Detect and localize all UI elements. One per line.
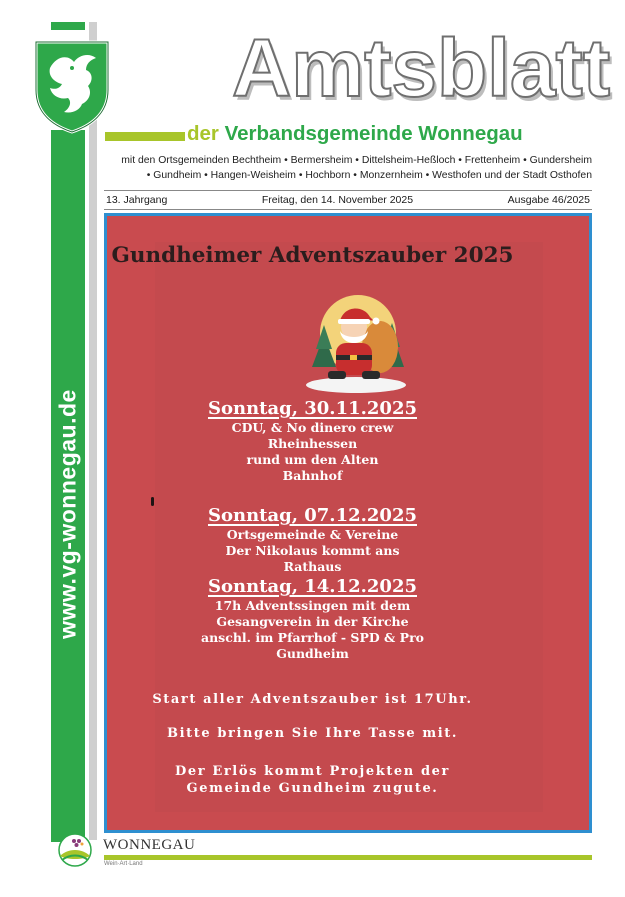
poster-note: Start aller Adventszauber ist 17Uhr.: [152, 692, 473, 707]
event-block: [0, 576, 625, 662]
event-line: Ortsgemeinde & Vereine: [226, 527, 399, 542]
subtitle-prefix: der: [187, 122, 219, 145]
event-line: CDU, & No dinero crew: [231, 420, 394, 435]
poster-note: Gemeinde Gundheim zugute.: [186, 781, 439, 796]
municipalities-list: [104, 153, 592, 183]
subtitle-text: Verbandsgemeinde Wonnegau: [224, 122, 523, 145]
poster-note: Bitte bringen Sie Ihre Tasse mit.: [166, 726, 458, 741]
santa-icon: [298, 285, 416, 393]
municipalities-line: mit den Ortsgemeinden Bechtheim • Bermersheim • Dittelsheim-Heßloch • Frettenheim • Gundersheim: [121, 155, 592, 166]
event-line: Rheinhessen: [267, 436, 358, 451]
event-date: Sonntag, 14.12.2025: [207, 576, 417, 597]
subtitle-accent-bar: [105, 132, 185, 141]
event-date: Sonntag, 07.12.2025: [207, 505, 417, 526]
event-line: Bahnhof: [282, 468, 343, 483]
event-block: [0, 398, 625, 484]
website-url[interactable]: www.vg-wonnegau.de: [54, 389, 81, 640]
event-line: Der Nikolaus kommt ans: [225, 543, 400, 558]
poster-title: Gundheimer Adventszauber 2025: [111, 243, 514, 268]
event-line: Gesangverein in der Kirche: [216, 614, 409, 629]
municipalities-line: • Gundheim • Hangen-Weisheim • Hochborn • Monzernheim • Westhofen und der Stadt Osthofen: [146, 170, 592, 181]
event-line: 17h Adventssingen mit dem: [214, 598, 411, 613]
event-block: [0, 505, 625, 575]
issue-info-line: [104, 190, 592, 210]
footer-accent-bar: [104, 855, 592, 860]
footer-brand: WONNEGAU: [103, 837, 196, 853]
event-date: Sonntag, 30.11.2025: [207, 398, 417, 419]
event-line: rund um den Alten: [246, 452, 379, 467]
poster-note: Der Erlös kommt Projekten der: [175, 764, 450, 779]
issue-date: Freitag, den 14. November 2025: [261, 194, 414, 206]
masthead-subtitle: [187, 122, 523, 146]
volume-label: 13. Jahrgang: [106, 194, 168, 206]
top-green-tab: [51, 22, 85, 30]
footer-tagline: Wein·Art·Land: [104, 861, 143, 867]
top-grey-tab: [89, 22, 97, 30]
event-line: Rathaus: [283, 559, 342, 574]
wonnegau-logo-icon: [52, 832, 98, 868]
coat-of-arms-icon: [32, 38, 112, 134]
event-line: anschl. im Pfarrhof - SPD & Pro: [200, 630, 425, 645]
issue-number: Ausgabe 46/2025: [507, 194, 590, 206]
stray-mark: [151, 497, 154, 506]
event-line: Gundheim: [276, 646, 349, 661]
masthead-title: Amtsblatt: [232, 23, 611, 114]
